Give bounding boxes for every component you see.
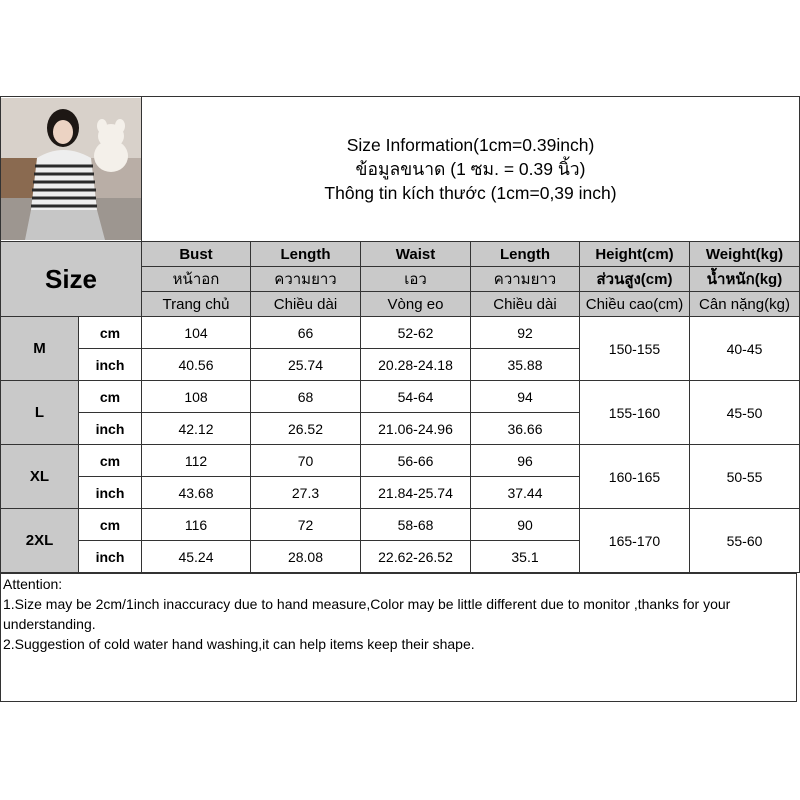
header-vi-weight: Cân nặng(kg): [690, 292, 800, 317]
waist-inch: 22.62-26.52: [361, 541, 471, 573]
waist-inch: 21.84-25.74: [361, 477, 471, 509]
header-vi-height: Chiều cao(cm): [580, 292, 690, 317]
length-cm: 68: [251, 381, 361, 413]
header-en-bust: Bust: [142, 242, 251, 267]
header-th-weight: น้ำหนัก(kg): [690, 267, 800, 292]
header-vi-length: Chiều dài: [251, 292, 361, 317]
length-2-inch: 37.44: [471, 477, 580, 509]
header-en-length: Length: [251, 242, 361, 267]
unit-inch: inch: [79, 477, 142, 509]
header-en-waist: Waist: [361, 242, 471, 267]
waist-cm: 56-66: [361, 445, 471, 477]
header-th-bust: หน้าอก: [142, 267, 251, 292]
height-range: 150-155: [580, 317, 690, 381]
length-cm: 70: [251, 445, 361, 477]
bust-cm: 104: [142, 317, 251, 349]
length-inch: 25.74: [251, 349, 361, 381]
unit-inch: inch: [79, 413, 142, 445]
length-inch: 28.08: [251, 541, 361, 573]
size-column-title: Size: [1, 242, 142, 317]
weight-range: 55-60: [690, 509, 800, 573]
length-2-inch: 35.1: [471, 541, 580, 573]
header-en-length-2: Length: [471, 242, 580, 267]
table-row: [1, 509, 800, 541]
bust-inch: 43.68: [142, 477, 251, 509]
product-photo-cell: [1, 97, 142, 242]
header-en-weight: Weight(kg): [690, 242, 800, 267]
length-cm: 72: [251, 509, 361, 541]
unit-inch: inch: [79, 349, 142, 381]
size-chart-sheet: [0, 96, 800, 704]
attention-note-1: 1.Size may be 2cm/1inch inaccuracy due to hand measure,Color may be little different due to monitor ,thanks for your understanding.: [3, 596, 731, 632]
height-range: 160-165: [580, 445, 690, 509]
info-line-english: Size Information(1cm=0.39inch): [346, 135, 595, 155]
length-2-cm: 96: [471, 445, 580, 477]
unit-cm: cm: [79, 509, 142, 541]
attention-note: [0, 573, 797, 702]
waist-cm: 52-62: [361, 317, 471, 349]
header-th-length: ความยาว: [251, 267, 361, 292]
height-range: 165-170: [580, 509, 690, 573]
length-2-cm: 94: [471, 381, 580, 413]
length-2-cm: 92: [471, 317, 580, 349]
size-label: M: [1, 317, 79, 381]
waist-inch: 20.28-24.18: [361, 349, 471, 381]
bust-inch: 40.56: [142, 349, 251, 381]
size-label: XL: [1, 445, 79, 509]
bust-cm: 116: [142, 509, 251, 541]
weight-range: 40-45: [690, 317, 800, 381]
weight-range: 50-55: [690, 445, 800, 509]
bust-cm: 112: [142, 445, 251, 477]
header-vi-length-2: Chiều dài: [471, 292, 580, 317]
waist-cm: 58-68: [361, 509, 471, 541]
bust-cm: 108: [142, 381, 251, 413]
length-cm: 66: [251, 317, 361, 349]
info-line-thai: ข้อมูลขนาด (1 ซม. = 0.39 นิ้ว): [355, 159, 586, 179]
waist-cm: 54-64: [361, 381, 471, 413]
unit-cm: cm: [79, 381, 142, 413]
size-table: [0, 96, 800, 573]
waist-inch: 21.06-24.96: [361, 413, 471, 445]
header-en-height: Height(cm): [580, 242, 690, 267]
header-th-waist: เอว: [361, 267, 471, 292]
header-vi-waist: Vòng eo: [361, 292, 471, 317]
info-line-vietnamese: Thông tin kích thước (1cm=0,39 inch): [324, 183, 617, 203]
header-th-length-2: ความยาว: [471, 267, 580, 292]
header-th-height: ส่วนสูง(cm): [580, 267, 690, 292]
length-inch: 26.52: [251, 413, 361, 445]
table-row: [1, 317, 800, 349]
length-2-cm: 90: [471, 509, 580, 541]
length-2-inch: 35.88: [471, 349, 580, 381]
table-row: [1, 445, 800, 477]
length-inch: 27.3: [251, 477, 361, 509]
unit-cm: cm: [79, 445, 142, 477]
unit-cm: cm: [79, 317, 142, 349]
weight-range: 45-50: [690, 381, 800, 445]
length-2-inch: 36.66: [471, 413, 580, 445]
attention-note-2: 2.Suggestion of cold water hand washing,it can help items keep their shape.: [3, 636, 475, 652]
size-information-header: [142, 97, 800, 242]
product-photo: [1, 98, 141, 240]
header-vi-bust: Trang chủ: [142, 292, 251, 317]
bust-inch: 42.12: [142, 413, 251, 445]
unit-inch: inch: [79, 541, 142, 573]
size-label: L: [1, 381, 79, 445]
height-range: 155-160: [580, 381, 690, 445]
size-label: 2XL: [1, 509, 79, 573]
attention-title: Attention:: [3, 576, 63, 592]
table-row: [1, 381, 800, 413]
bust-inch: 45.24: [142, 541, 251, 573]
